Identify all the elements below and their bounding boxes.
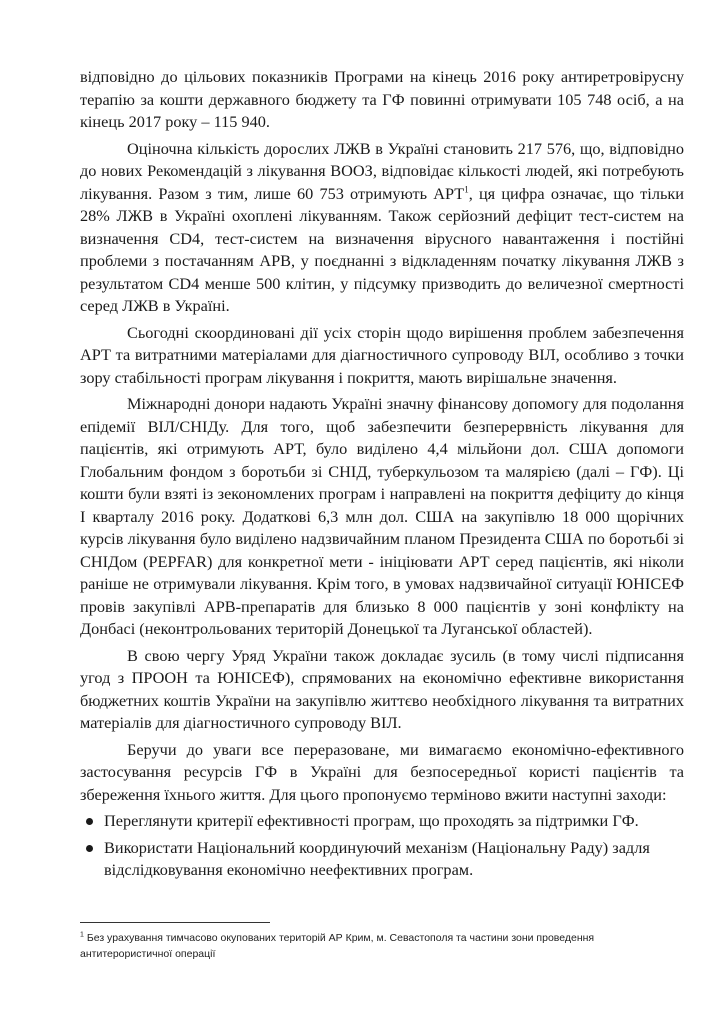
list-item-text: Використати Національний координуючий механізм (Національну Раду) задля відслідковування економічно неефективних програм.: [104, 837, 650, 879]
paragraph-demands: Беручи до уваги все переразоване, ми вимагаємо економічно-ефективного застосування ресурсів ГФ в Україні для безпосередньої користі пацієнтів та збереження їхнього життя. Для цього пропонуємо терміново вжити наступні заходи:: [80, 739, 684, 804]
footnote-divider: [80, 922, 270, 923]
footnote-mark: 1: [80, 931, 84, 939]
paragraph-government: В свою чергу Уряд України також докладає зусиль (в тому числі підписання угод з ПРООН та ЮНІСЕФ), спрямованих на економічно ефективне використання бюджетних коштів України на закупівлю життєво необхідного лікування та витратних матеріалів для діагностичного супроводу ВІЛ.: [80, 645, 684, 732]
paragraph-text: , ця цифра означає, що тільки 28% ЛЖВ в Україні охоплені лікуванням. Також серйозний дефіцит тест-систем на визначення CD4, тест-систем на визначення вірусного навантаження і постійні проблеми з постачанням АРВ, у поєднанні з відкладенням початку лікування ЛЖВ з результатом CD4 менше 500 клітин, у підсумку призводить до величезної смертності серед ЛЖВ в Україні.: [80, 183, 684, 315]
footnote-text: Без урахування тимчасово окупованих територій АР Крим, м. Севастополя та частини зони проведення антитерористичної операції: [80, 932, 595, 960]
list-item: [80, 837, 684, 882]
paragraph-text: Оціночна кількість дорослих ЛЖВ в Україні становить 217 576, що, відповідно до нових Рекомендацій з лікування ВООЗ, відповідає кількості людей, які потребують лікування. Разом з тим, лише 60 753 отримують АРТ: [80, 138, 684, 203]
paragraph-donors: Міжнародні донори надають Україні значну фінансову допомогу для подолання епідемії ВІЛ/СНІДу. Для того, щоб забезпечити безперервність лікування для пацієнтів, які отримують АРТ, було виділено 4,4 мільйони дол. США допомоги Глобальним фондом з боротьби зі СНІД, туберкульозом та малярією (далі – ГФ). Ці кошти були взяті із зекономлених програм і направлені на покриття дефіциту до кінця І кварталу 2016 року. Додаткові 6,3 млн дол. США на закупівлю 18 000 щорічних курсів лікування було виділено надзвичайним планом Президента США по боротьбі зі СНІДом (PEPFAR) для конкретної мети - ініціювати АРТ серед пацієнтів, які ніколи раніше не отримували лікування. Крім того, в умовах надзвичайної ситуації ЮНІСЕФ провів закупівлі АРВ-препаратів для близько 8 000 пацієнтів у зоні конфлікту на Донбасі (неконтрольованих територій Донецької та Луганської областей).: [80, 394, 684, 638]
measures-list: [80, 810, 684, 882]
paragraph-coordination: Сьогодні скоординовані дії усіх сторін щодо вирішення проблем забезпечення АРТ та витратними матеріалами для діагностичного супроводу ВІЛ, особливо з точки зору стабільності програм лікування і покриття, мають вирішальне значення.: [80, 322, 684, 387]
paragraph-plhiv-estimate: [80, 138, 684, 318]
bullet-icon: [86, 818, 93, 825]
letter-body: [80, 66, 684, 886]
footnote: [80, 930, 670, 962]
footnote-reference[interactable]: 1: [464, 184, 469, 195]
bullet-icon: [86, 845, 93, 852]
list-item-text: Переглянути критерії ефективності програм, що проходять за підтримки ГФ.: [104, 811, 639, 830]
paragraph-targets: відповідно до цільових показників Програми на кінець 2016 року антиретровірусну терапію за кошти державного бюджету та ГФ повинні отримувати 105 748 осіб, а на кінець 2017 року – 115 940.: [80, 67, 684, 131]
list-item: [80, 810, 684, 833]
